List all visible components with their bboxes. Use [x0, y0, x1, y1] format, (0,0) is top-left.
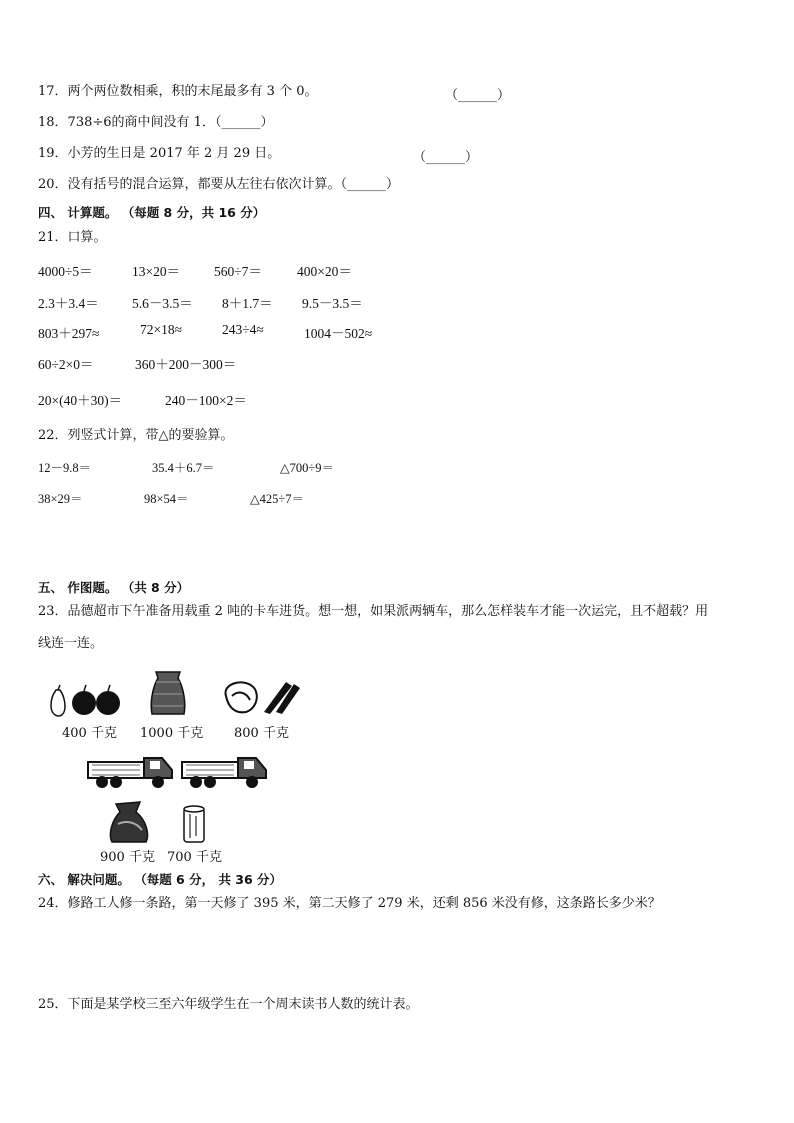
calc-item: 12－9.8＝: [38, 461, 92, 475]
calc-item: 243÷4≈: [222, 322, 264, 337]
calc-item: 240－100×2＝: [165, 393, 247, 408]
answer-blank-18[interactable]: （______）: [214, 115, 274, 130]
truck-icon[interactable]: [86, 752, 174, 790]
calc-item: △425÷7＝: [250, 492, 304, 506]
calc-item: 9.5－3.5＝: [302, 296, 363, 311]
weight-label-fruit: 400 千克: [62, 726, 117, 741]
calc-item: 35.4＋6.7＝: [152, 461, 215, 475]
section-4-heading: 四、 计算题。 （每题 8 分，共 16 分）: [38, 205, 266, 220]
weight-label-barrel: 700 千克: [167, 850, 222, 865]
calc-item: 803＋297≈: [38, 326, 100, 341]
question-19: 19．小芳的生日是 2017 年 2 月 29 日。: [38, 146, 281, 161]
section-5-heading: 五、 作图题。 （共 8 分）: [38, 580, 190, 595]
question-23-line-1: 23．品德超市下午准备用载重 2 吨的卡车进货。想一想，如果派两辆车，那么怎样装车才能一次运完，且不超载？用: [38, 604, 709, 619]
question-20: [38, 177, 399, 193]
calc-item: 4000÷5＝: [38, 264, 93, 279]
question-18: [38, 115, 273, 131]
calc-item: 5.6－3.5＝: [132, 296, 193, 311]
sack-icon[interactable]: [148, 668, 188, 716]
calc-item: 8＋1.7＝: [222, 296, 273, 311]
weight-label-vegetable: 800 千克: [234, 726, 289, 741]
question-24: 24．修路工人修一条路，第一天修了 395 米，第二天修了 279 米，还剩 856 米没有修，这条路长多少米？: [38, 896, 661, 911]
calc-item: △700÷9＝: [280, 461, 334, 475]
answer-blank-20[interactable]: （______）: [340, 177, 400, 192]
weight-label-sack: 1000 千克: [140, 726, 204, 741]
weight-label-bag: 900 千克: [100, 850, 155, 865]
question-18-text: 18．738÷6的商中间没有 1．: [38, 115, 215, 130]
calc-item: 1004－502≈: [304, 326, 373, 341]
question-20-text: 20．没有括号的混合运算，都要从左往右依次计算。: [38, 177, 341, 192]
barrel-icon[interactable]: [182, 804, 206, 844]
calc-item: 560÷7＝: [214, 264, 262, 279]
answer-blank-17[interactable]: （______）: [445, 88, 511, 103]
calc-item: 400×20＝: [297, 264, 352, 279]
question-17: 17．两个两位数相乘，积的末尾最多有 3 个 0。: [38, 84, 318, 99]
vegetable-icon[interactable]: [220, 676, 302, 716]
calc-item: 72×18≈: [140, 322, 183, 337]
calc-item: 38×29＝: [38, 492, 83, 506]
calc-item: 98×54＝: [144, 492, 189, 506]
calc-item: 60÷2×0＝: [38, 357, 94, 372]
calc-item: 20×(40＋30)＝: [38, 393, 123, 408]
calc-item: 360＋200－300＝: [135, 357, 237, 372]
question-21: 21．口算。: [38, 230, 107, 245]
calc-item: 2.3＋3.4＝: [38, 296, 99, 311]
calc-item: 13×20＝: [132, 264, 181, 279]
fruit-icon[interactable]: [46, 684, 122, 718]
question-23-line-2: 线连一连。: [38, 636, 104, 651]
truck-icon[interactable]: [180, 752, 268, 790]
question-22: 22．列竖式计算，带△的要验算。: [38, 428, 234, 443]
answer-blank-19[interactable]: （______）: [413, 150, 479, 165]
bag-icon[interactable]: [106, 800, 152, 844]
section-6-heading: 六、 解决问题。 （每题 6 分， 共 36 分）: [38, 872, 283, 887]
question-25: 25．下面是某学校三至六年级学生在一个周末读书人数的统计表。: [38, 997, 419, 1012]
